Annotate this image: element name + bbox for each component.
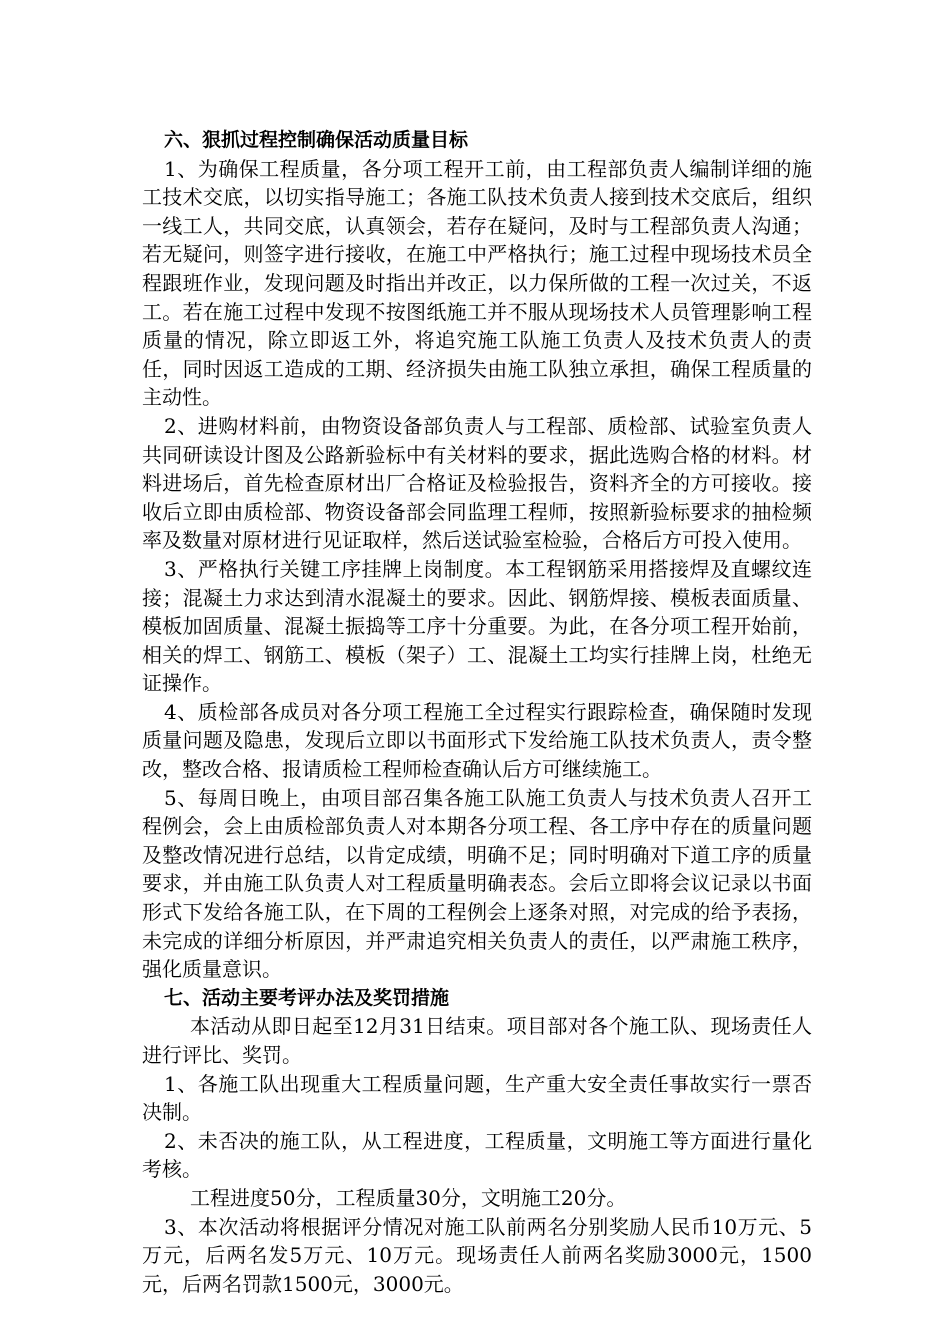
section-7-item-3: 3、本次活动将根据评分情况对施工队前两名分别奖励人民币10万元、5万元，后两名发5万元、10万元。现场责任人前两名奖励3000元，1500元，后两名罚款1500元，3000元。 <box>142 1214 812 1296</box>
section-6-item-2: 2、进购材料前，由物资设备部负责人与工程部、质检部、试验室负责人共同研读设计图及公路新验标中有关材料的要求，据此选购合格的材料。材料进场后，首先检查原材出厂合格证及检验报告，资料齐全的方可接收。接收后立即由质检部、物资设备部会同监理工程师，按照新验标要求的抽检频率及数量对原材进行见证取样，然后送试验室检验，合格后方可投入使用。 <box>142 413 812 553</box>
section-6-item-3: 3、严格执行关键工序挂牌上岗制度。本工程钢筋采用搭接焊及直螺纹连接；混凝土力求达到清水混凝土的要求。因此、钢筋焊接、模板表面质量、模板加固质量、混凝土振捣等工序十分重要。为此，在各分项工程开始前，相关的焊工、钢筋工、模板（架子）工、混凝土工均实行挂牌上岗，杜绝无证操作。 <box>142 556 812 696</box>
section-7-item-2: 2、未否决的施工队，从工程进度，工程质量，文明施工等方面进行量化考核。 <box>142 1128 812 1182</box>
section-7-item-1: 1、各施工队出现重大工程质量问题，生产重大安全责任事故实行一票否决制。 <box>142 1071 812 1125</box>
section-6-item-4: 4、质检部各成员对各分项工程施工全过程实行跟踪检查，确保随时发现质量问题及隐患，发现后立即以书面形式下发给施工队技术负责人，责令整改，整改合格、报请质检工程师检查确认后方可继续施工。 <box>142 699 812 782</box>
section-7-heading: 七、活动主要考评办法及奖罚措施 <box>164 986 450 1009</box>
section-6-item-5: 5、每周日晚上，由项目部召集各施工队施工负责人与技术负责人召开工程例会，会上由质检部负责人对本期各分项工程、各工序中存在的质量问题及整改情况进行总结，以肯定成绩，明确不足；同时明确对下道工序的质量要求，并由施工队负责人对工程质量明确表态。会后立即将会议记录以书面形式下发给各施工队，在下周的工程例会上逐条对照，对完成的给予表扬，未完成的详细分析原因，并严肃追究相关负责人的责任，以严肃施工秩序，强化质量意识。 <box>142 785 812 982</box>
section-7-intro: 本活动从即日起至12月31日结束。项目部对各个施工队、现场责任人进行评比、奖罚。 <box>142 1014 812 1067</box>
section-6-heading: 六、狠抓过程控制确保活动质量目标 <box>164 129 469 151</box>
document-body <box>142 126 812 1298</box>
section-7-scores: 工程进度50分，工程质量30分，文明施工20分。 <box>190 1185 627 1210</box>
section-6-item-1: 1、为确保工程质量，各分项工程开工前，由工程部负责人编制详细的施工技术交底，以切实指导施工；各施工队技术负责人接到技术交底后，组织一线工人，共同交底，认真领会，若存在疑问，及时与工程部负责人沟通；若无疑问，则签字进行接收，在施工中严格执行；施工过程中现场技术员全程跟班作业，发现问题及时指出并改正，以力保所做的工程一次过关，不返工。若在施工过程中发现不按图纸施工并不服从现场技术人员管理影响工程质量的情况，除立即返工外，将追究施工队施工负责人及技术负责人的责任，同时因返工造成的工期、经济损失由施工队独立承担，确保工程质量的主动性。 <box>142 156 812 410</box>
